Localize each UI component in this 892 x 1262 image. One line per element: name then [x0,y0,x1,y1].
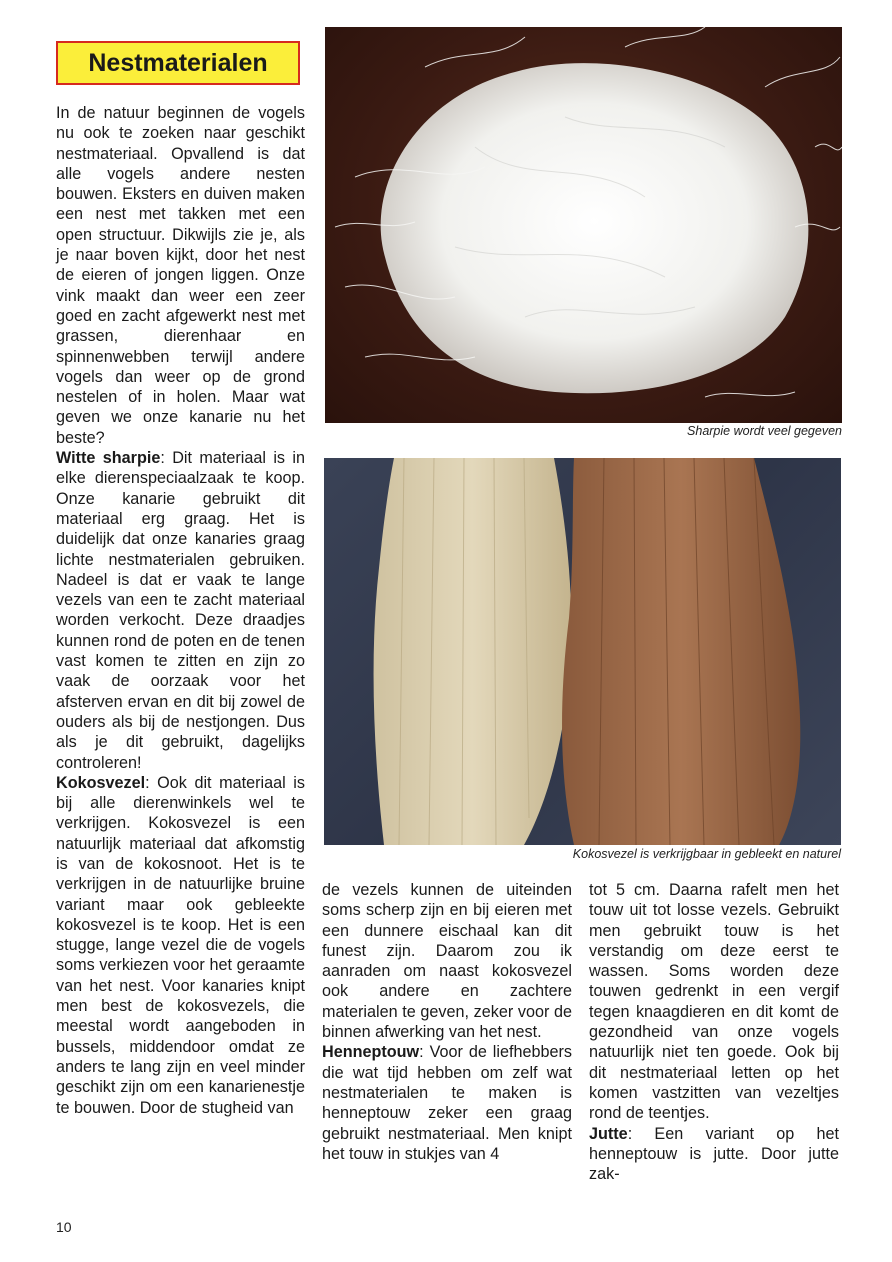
sharpie-illustration [325,27,842,423]
jutte-heading: Jutte [589,1124,628,1143]
col2-continuation: de vezels kunnen de uiteinden soms scherp zijn en bij eieren met een dunnere eischaal kan dit funest zijn. Daarom zou ik aanraden om naast kokosvezel ook andere en zachtere materialen te geven, zeker voor de binnen afwerking van het nest. [322,881,572,1042]
sharpie-paragraph [56,448,305,773]
sharpie-heading: Witte sharpie [56,449,161,468]
column-1-top [56,103,305,1118]
kokos-heading: Kokosvezel [56,773,146,792]
kokos-text: : Ook dit materiaal is bij alle dierenwinkels wel te verkrijgen. Kokosvezel is een natuurlijk materiaal dat afkomstig is van de kokosnoot. Het is te verkrijgen in de natuurlijke bruine variant maar ook gebleekte kokosvezel is te koop. Het is een stugge, lange vezel die de vogels soms verkiezen voor het geraamte van het nest. Voor kanaries knipt men best de kokosvezels, die meestal wordt aangeboden in bussels, middendoor omdat ze anders te lang zijn en veel minder geschikt zijn om een kanarienestje te bouwen. Door de stugheid van [56,773,305,1117]
kokosvezel-illustration [324,458,841,845]
page-title: Nestmaterialen [88,48,268,77]
hennep-paragraph [322,1042,572,1164]
jutte-text: : Een variant op het henneptouw is jutte. Door jutte zak- [589,1124,839,1184]
intro-paragraph: In de natuur beginnen de vogels nu ook te zoeken naar geschikt nestmateriaal. Opvallend is dat alle vogels andere nesten bouwen. Eksters en duiven maken een nest met takken met een open structuur. Dikwijls zie je, als je naar boven kijkt, door het nest de eieren of jongen liggen. Onze vink maakt dan weer een zeer goed en zacht afgewerkt nest met grassen, dierenhaar en spinnenwebben terwijl andere vogels dan weer op de grond nestelen of in holen. Maar wat geven we onze kanarie nu het beste? [56,104,305,447]
column-3 [589,880,839,1184]
photo1-caption: Sharpie wordt veel gegeven [687,424,842,438]
column-2 [322,880,572,1164]
kokos-paragraph [56,773,305,1118]
col3-continuation: tot 5 cm. Daarna rafelt men het touw uit tot losse vezels. Gebruikt men gebruikt touw is het verstandig om deze eerst te wassen. Soms worden deze touwen gedrenkt in een vergif tegen knaagdieren en dit komt de gezondheid van onze vogels natuurlijk niet ten goede. Ook bij dit nestmateriaal letten op het komen vastzitten van vezeltjes rond de teentjes. [589,881,839,1123]
jutte-paragraph [589,1124,839,1185]
sharpie-text: : Dit materiaal is in elke dierenspeciaalzaak te koop. Onze kanarie gebruikt dit materiaal erg graag. Het is duidelijk dat onze kanaries graag lichte nestmaterialen gebruiken. Nadeel is dat er vaak te lange vezels van een te zacht materiaal worden verkocht. Deze draadjes kunnen rond de poten en de tenen vast komen te zitten en zijn zo vaak de oorzaak voor het afsterven ervan en dit bij zowel de ouders als bij de nestjongen. Dus als je dit gebruikt, dagelijks controleren! [56,449,305,772]
hennep-text: : Voor de liefhebbers die wat tijd hebben om zelf wat nestmaterialen te maken is henneptouw zeker een graag gebruikt nestmateriaal. Men knipt het touw in stukjes van 4 [322,1043,572,1163]
kokosvezel-photo [324,458,841,845]
title-box [56,41,300,85]
photo2-caption: Kokosvezel is verkrijgbaar in gebleekt en naturel [572,847,841,861]
page-number: 10 [56,1219,72,1235]
sharpie-photo [325,27,842,423]
hennep-heading: Henneptouw [322,1043,420,1062]
